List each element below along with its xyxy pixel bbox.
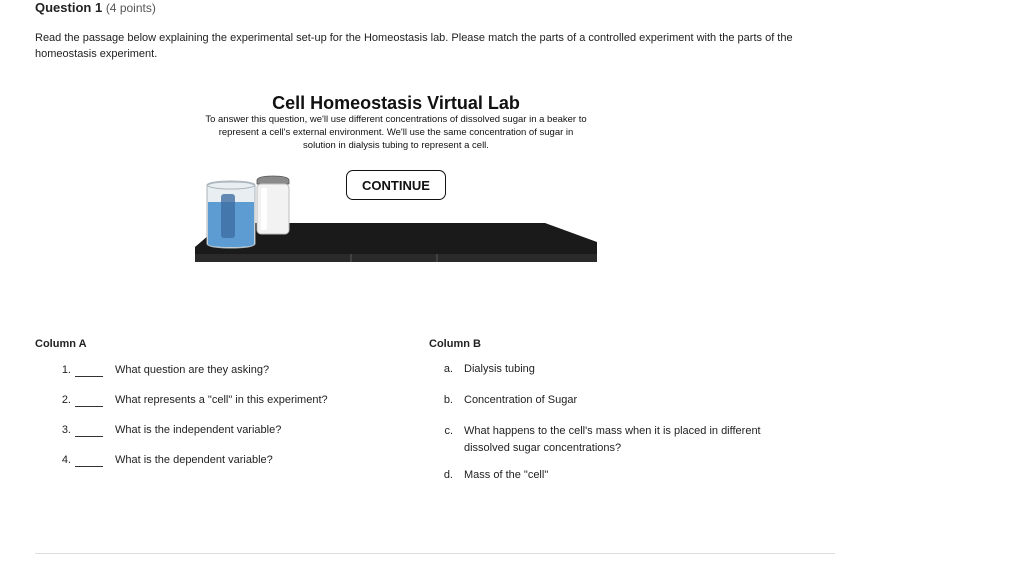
- option-letter: b.: [443, 394, 453, 406]
- option-letter: d.: [443, 469, 453, 481]
- column-b-header: Column B: [429, 338, 481, 350]
- match-item-number: 2.: [61, 394, 71, 406]
- match-item-3: [35, 423, 395, 443]
- option-text: Dialysis tubing: [464, 363, 535, 375]
- match-item-4: [35, 453, 395, 473]
- match-item-text: What represents a "cell" in this experiment?: [115, 394, 328, 406]
- lab-description: To answer this question, we'll use different concentrations of dissolved sugar in a beaker to represent a cell's external environment. We'll use the same concentration of sugar in solution in dialysis tubing to represent a cell.: [205, 114, 587, 151]
- answer-blank-2[interactable]: [75, 393, 103, 407]
- answer-blank-4[interactable]: [75, 453, 103, 467]
- match-item-text: What question are they asking?: [115, 364, 270, 376]
- sugar-shaker-icon: [257, 176, 289, 234]
- lab-title: Cell Homeostasis Virtual Lab: [272, 93, 520, 113]
- continue-button[interactable]: CONTINUE: [346, 170, 446, 200]
- option-text: What happens to the cell's mass when it is placed in different dissolved sugar concentrations?: [464, 425, 761, 454]
- answer-blank-1[interactable]: [75, 363, 103, 377]
- bench-edge: [195, 254, 597, 262]
- answer-blank-3[interactable]: [75, 423, 103, 437]
- option-letter: c.: [444, 425, 453, 437]
- question-header: [35, 0, 156, 16]
- question-title: Question 1: [35, 0, 103, 15]
- match-item-text: What is the independent variable?: [115, 424, 282, 436]
- question-instructions: Read the passage below explaining the experimental set-up for the Homeostasis lab. Please match the parts of a controlled experiment with the parts of the homeostasis experiment.: [35, 32, 793, 60]
- match-item-number: 4.: [61, 454, 71, 466]
- column-b: [429, 337, 829, 481]
- divider: [35, 553, 835, 554]
- beaker-icon: [207, 181, 255, 248]
- match-item-2: [35, 393, 395, 413]
- option-letter: a.: [443, 363, 453, 375]
- match-item-number: 3.: [61, 424, 71, 436]
- column-a: [35, 337, 395, 466]
- option-text: Mass of the "cell": [464, 469, 549, 481]
- match-item-1: [35, 363, 395, 383]
- lab-image: [195, 90, 597, 262]
- match-item-text: What is the dependent variable?: [115, 454, 273, 466]
- match-item-number: 1.: [61, 364, 71, 376]
- option-text: Concentration of Sugar: [464, 394, 578, 406]
- column-a-header: Column A: [35, 338, 87, 350]
- question-points: (4 points): [105, 1, 156, 15]
